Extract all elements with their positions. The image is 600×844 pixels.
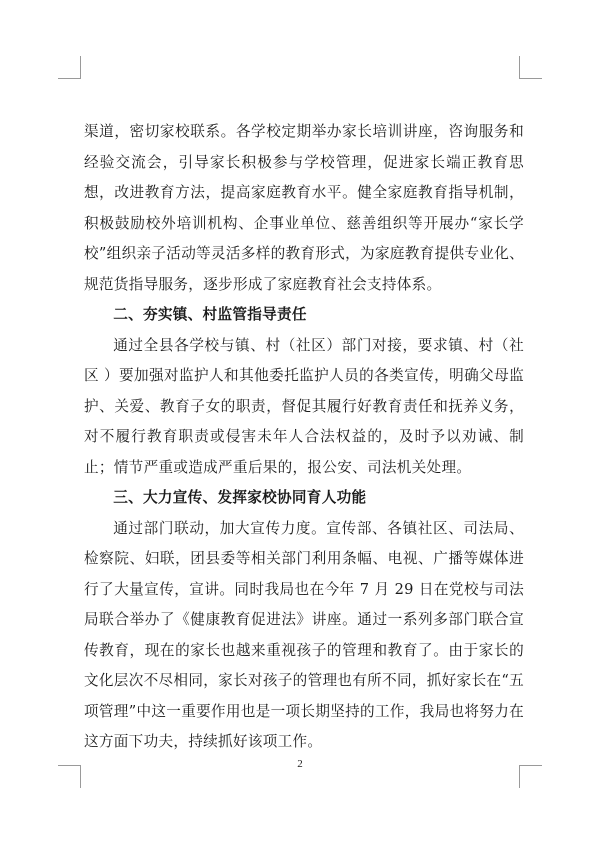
heading-town-village-supervision: 二、夯实镇、村监管指导责任	[113, 306, 307, 323]
document-body	[84, 117, 524, 758]
paragraph-family-education-support: 渠道，密切家校联系。各学校定期举办家长培训讲座，咨询服务和经验交流会，引导家长积极参与学校管理，促进家长端正教育思想，改进教育方法，提高家庭教育水平。健全家庭教育指导机制，积极鼓励校外培训机构、企事业单位、慈善组织等开展办“家长学校”组织亲子活动等灵活多样的教育形式，为家庭教育提供专业化、规范货指导服务，逐步形成了家庭教育社会支持体系。	[84, 123, 524, 293]
heading-publicity-home-school: 三、大力宣传、发挥家校协同育人功能	[113, 489, 367, 506]
crop-mark-top-left	[58, 56, 81, 79]
page-number: 2	[297, 758, 303, 770]
crop-mark-top-right	[519, 56, 542, 79]
paragraph-publicity-home-school: 通过部门联动，加大宣传力度。宣传部、各镇社区、司法局、检察院、妇联，团县委等相关部门利用条幅、电视、广播等媒体进行了大量宣传，宣讲。同时我局也在今年 7 月 29 日在党校与司法局联合举办了《健康教育促进法》讲座。通过一系列多部门联合宣传教育，现在的家长也越来重视孩子的管理和教育了。由于家长的文化层次不尽相同，家长对孩子的管理也有所不同，抓好家长在“五项管理”中这一重要作用也是一项长期坚持的工作，我局也将努力在这方面下功夫，持续抓好该项工作。	[84, 519, 524, 750]
paragraph-town-village-supervision: 通过全县各学校与镇、村（社区）部门对接，要求镇、村（社区 ）要加强对监护人和其他委托监护人员的各类宣传，明确父母监护、关爱、教育子女的职责，督促其履行好教育责任和抚养义务，对不履行教育职责或侵害未年人合法权益的，及时予以劝诫、制止；情节严重或造成严重后果的，报公安、司法机关处理。	[84, 336, 524, 476]
